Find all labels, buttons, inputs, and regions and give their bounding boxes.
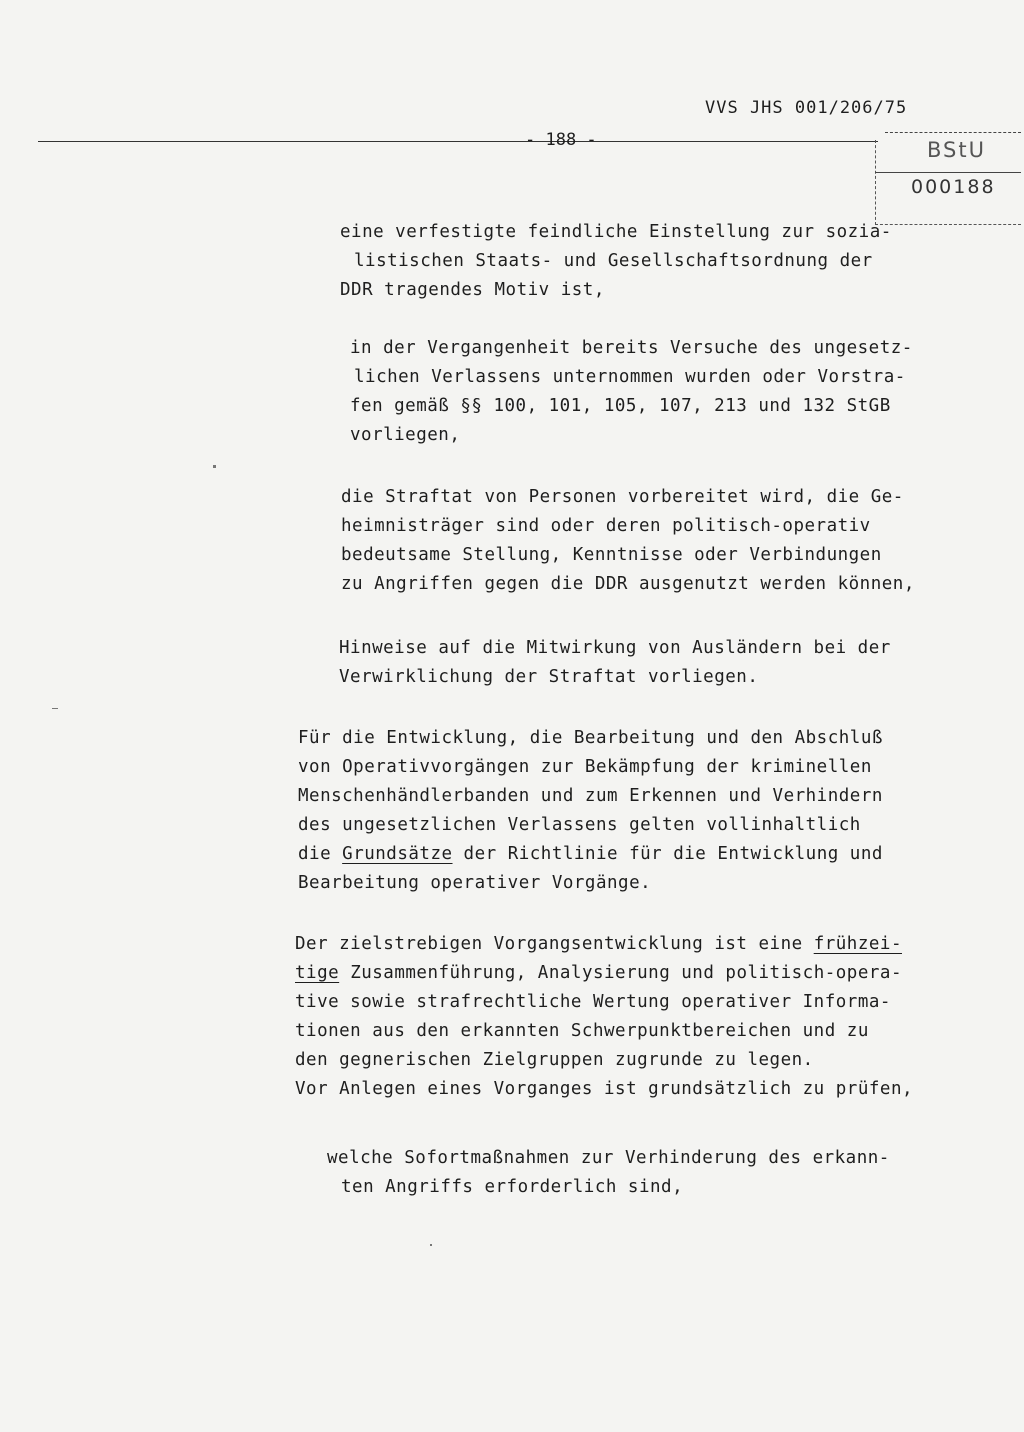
text-line: die Straftat von Personen vorbereitet wird, die Ge- <box>341 487 904 507</box>
text-span: Der zielstrebigen Vorgangsentwicklung ist eine <box>295 934 814 954</box>
paragraph-2 <box>350 334 913 450</box>
text-line <box>295 930 913 959</box>
text-line: in der Vergangenheit bereits Versuche des ungesetz- <box>350 338 913 358</box>
text-line: DDR tragendes Motiv ist, <box>340 280 605 300</box>
underlined-term: tige <box>295 963 340 983</box>
scan-speck <box>52 708 58 709</box>
scan-speck <box>430 1244 432 1246</box>
text-line: fen gemäß §§ 100, 101, 105, 107, 213 und 132 StGB <box>350 396 891 416</box>
text-line: bedeutsame Stellung, Kenntnisse oder Verbindungen <box>341 545 882 565</box>
text-span: der Richtlinie für die Entwicklung und <box>452 844 883 864</box>
text-line: den gegnerischen Zielgruppen zugrunde zu legen. <box>295 1050 814 1070</box>
text-line: zu Angriffen gegen die DDR ausgenutzt werden können, <box>341 574 915 594</box>
text-line: von Operativvorgängen zur Bekämpfung der kriminellen <box>298 757 872 777</box>
text-line: heimnisträger sind oder deren politisch-operativ <box>341 516 871 536</box>
paragraph-4 <box>339 634 891 692</box>
stamp-divider <box>875 172 1021 173</box>
text-line: welche Sofortmaßnahmen zur Verhinderung des erkann- <box>327 1148 890 1168</box>
paragraph-5 <box>298 724 883 898</box>
text-line: Hinweise auf die Mitwirkung von Ausländern bei der <box>339 638 891 658</box>
document-reference: VVS JHS 001/206/75 <box>705 98 908 118</box>
text-span: die <box>298 844 343 864</box>
text-line <box>295 959 913 988</box>
archive-stamp <box>875 132 1021 225</box>
text-line: vorliegen, <box>350 425 461 445</box>
underlined-term: frühzei- <box>813 934 902 954</box>
header-rule <box>38 141 878 142</box>
stamp-label: BStU <box>927 138 986 162</box>
text-line: eine verfestigte feindliche Einstellung zur sozia- <box>340 222 892 242</box>
text-line: listischen Staats- und Gesellschaftsordnung der <box>354 251 873 271</box>
stamp-left-border <box>875 140 876 225</box>
text-line: tionen aus den erkannten Schwerpunktbereichen und zu <box>295 1021 869 1041</box>
text-line: Für die Entwicklung, die Bearbeitung und den Abschluß <box>298 728 883 748</box>
text-line: lichen Verlassens unternommen wurden oder Vorstra- <box>354 367 906 387</box>
paragraph-6 <box>295 930 913 1104</box>
text-line: Menschenhändlerbanden und zum Erkennen und Verhindern <box>298 786 883 806</box>
stamp-bottom-border <box>875 224 1021 225</box>
page-number: - 188 - <box>525 130 597 150</box>
text-line <box>298 840 883 869</box>
paragraph-7 <box>327 1144 890 1202</box>
paragraph-1 <box>340 218 892 305</box>
text-line: Verwirklichung der Straftat vorliegen. <box>339 667 759 687</box>
text-span: Zusammenführung, Analysierung und politisch-opera- <box>339 963 902 983</box>
text-line: Bearbeitung operativer Vorgänge. <box>298 873 652 893</box>
text-line: tive sowie strafrechtliche Wertung operativer Informa- <box>295 992 891 1012</box>
text-line: ten Angriffs erforderlich sind, <box>341 1177 684 1197</box>
text-line: Vor Anlegen eines Vorganges ist grundsätzlich zu prüfen, <box>295 1079 914 1099</box>
paragraph-3 <box>341 483 915 599</box>
text-line: des ungesetzlichen Verlassens gelten vollinhaltlich <box>298 815 861 835</box>
stamp-number: 000188 <box>911 176 996 198</box>
underlined-term: Grundsätze <box>342 844 453 864</box>
stamp-top-border <box>885 132 1021 133</box>
scan-speck <box>213 465 216 468</box>
